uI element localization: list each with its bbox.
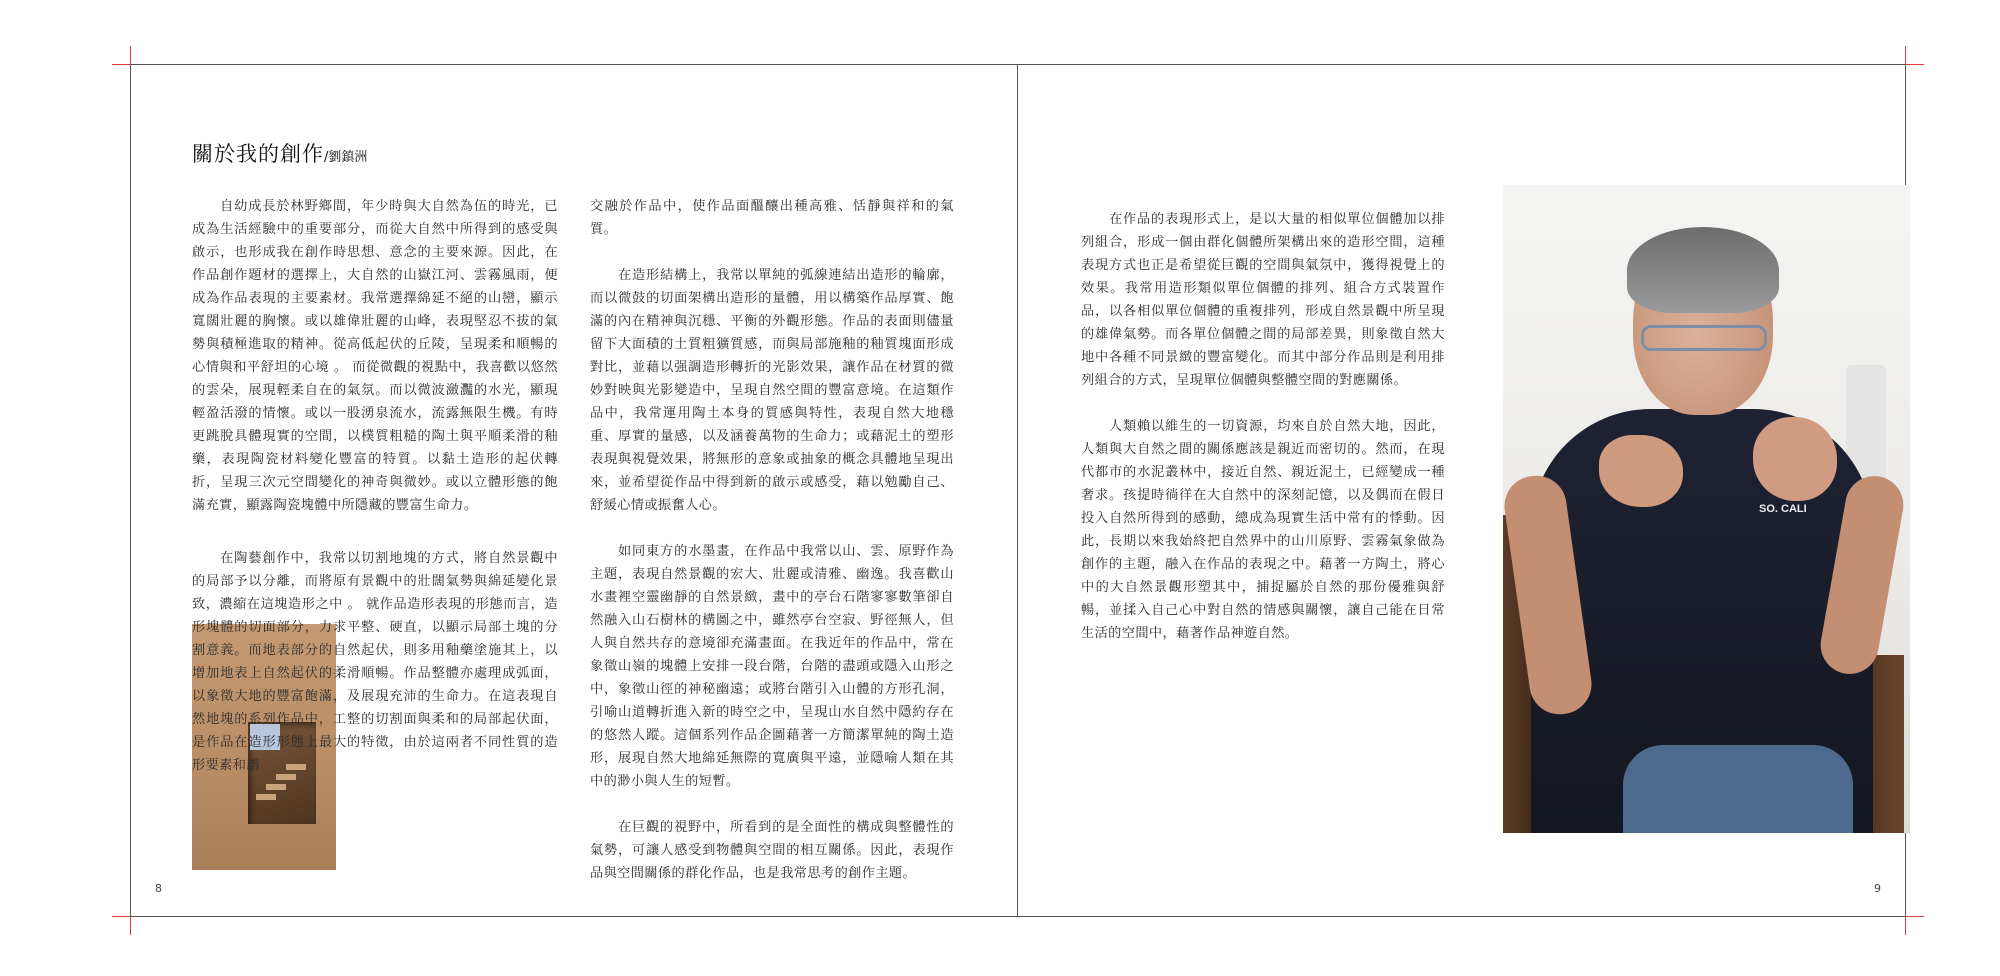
- glasses: [1641, 325, 1767, 351]
- crop-mark: [130, 46, 131, 64]
- page-number-right: 9: [1874, 882, 1881, 895]
- page-number-left: 8: [155, 882, 162, 895]
- left-column-2: [590, 195, 954, 885]
- crop-mark: [112, 64, 130, 65]
- page-top-border: [130, 64, 1906, 65]
- artwork-step: [266, 784, 286, 790]
- paragraph: 在造形結構上，我常以單純的弧線連結出造形的輪廓，而以微鼓的切面架構出造形的量體，用以構築作品厚實、飽滿的內在精神與沉穩、平衡的外觀形態。作品的表面則儘量留下大面積的土質粗獷質感，而與局部施釉的釉質塊面形成對比，並藉以强調造形轉折的光影效果，讓作品在材質的微妙對映與光影變造中，呈現自然空間的豐富意境。在這類作品中，我常運用陶土本身的質感與特性，表現自然大地穩重、厚實的量感，以及涵養萬物的生命力；或藉泥土的塑形表現與視覺效果，將無形的意象或抽象的概念具體地呈現出來，並希望從作品中得到新的啟示或感受，藉以勉勵自己、舒緩心情或振奮人心。: [590, 268, 954, 513]
- page-title: [192, 138, 367, 168]
- shirt-logo: SO. CALI: [1759, 503, 1807, 515]
- artwork-step: [256, 794, 276, 800]
- author-name: /劉鎮洲: [324, 150, 368, 165]
- paragraph: 在作品的表現形式上，是以大量的相似單位個體加以排列組合，形成一個由群化個體所架構出來的造形空間，這種表現方式也正是希望從巨觀的空間與氣氛中，獲得視覺上的效果。我常用造形類似單位個體的排列、組合方式裝置作品，以各相似單位個體的重複排列，形成自然景觀中所呈現的雄偉氣勢。而各單位個體之間的局部差異，則象徵自然大地中各種不同景緻的豐富變化。而其中部分作品則是利用排列組合的方式，呈現單位個體與整體空間的對應關係。: [1081, 212, 1445, 388]
- hair: [1627, 227, 1779, 313]
- crop-mark: [1905, 46, 1906, 64]
- crop-mark: [1906, 64, 1924, 65]
- left-column-1: [192, 195, 558, 517]
- paragraph: 交融於作品中，使作品面醞釀出種高雅、恬靜與祥和的氣質。: [590, 199, 954, 237]
- crop-mark: [112, 916, 130, 917]
- paragraph: 在巨觀的視野中，所看到的是全面性的構成與整體性的氣勢，可讓人感受到物體與空間的相互關係。因此，表現作品與空間關係的群化作品，也是我常思考的創作主題。: [590, 820, 954, 881]
- hand: [1753, 417, 1837, 501]
- jeans: [1623, 745, 1853, 833]
- artist-portrait-photo: [1503, 185, 1910, 833]
- hand: [1599, 435, 1683, 507]
- paragraph: 人類賴以維生的一切資源，均來自於自然大地，因此，人類與大自然之間的關係應該是親近而密切的。然而，在現代都市的水泥叢林中，接近自然、親近泥土，已經變成一種奢求。孩提時徜徉在大自然中的深刻記憶，以及偶而在假日投入自然所得到的感動，總成為現實生活中常有的悸動。因此，長期以來我始終把自然界中的山川原野、雲霧氣象做為創作的主題，融入在作品的表現之中。藉著一方陶土，將心中的大自然景觀形塑其中，捕捉屬於自然的那份優雅與舒暢，並揉入自己心中對自然的情感與關懷，讓自己能在日常生活的空間中，藉著作品神遊自然。: [1081, 419, 1445, 641]
- crop-mark: [1905, 917, 1906, 935]
- page-bottom-border: [130, 916, 1906, 917]
- paragraph: 如同東方的水墨畫，在作品中我常以山、雲、原野作為主題，表現自然景觀的宏大、壯麗或清雅、幽逸。我喜歡山水畫裡空靈幽靜的自然景緻，畫中的亭台石階寥寥數筆卻自然融入山石樹林的構圖之中，雖然亭台空寂、野徑無人，但人與自然共存的意境卻充滿畫面。在我近年的作品中，常在象徵山嶺的塊體上安排一段台階，台階的盡頭或隱入山形之中，象徵山徑的神秘幽遠；或將台階引入山體的方形孔洞，引喻山道轉折進入新的時空之中，呈現山水自然中隱約存在的悠然人蹤。這個系列作品企圖藉著一方簡潔單純的陶土造形，展現自然大地綿延無際的寬廣與平遠，並隱喻人類在其中的渺小與人生的短暫。: [590, 544, 954, 789]
- title-text: 關於我的創作: [192, 142, 324, 166]
- crop-mark: [1906, 916, 1924, 917]
- left-column-1-paragraph-2: [192, 547, 558, 777]
- page-left-border: [130, 64, 131, 917]
- paragraph: 在陶藝創作中，我常以切割地塊的方式，將自然景觀中的局部予以分離，而將原有景觀中的壯闊氣勢與綿延變化景致，濃縮在這塊造形之中 。 就作品造形表現的形態而言，造形塊體的切面部分，力求平整、硬直，以顯示局部土塊的分割意義。而地表部分的自然起伏，則多用釉藥塗施其上，以增加地表上自然起伏的柔滑順暢。作品整體亦處理成弧面，以象徵大地的豐富飽滿，及展現充沛的生命力。在這表現自然地塊的系列作品中，工整的切割面與柔和的局部起伏面，是作品在造形形態上最大的特徵，由於這兩者不同性質的造形要素和諧: [192, 551, 558, 773]
- spread-gutter: [1017, 64, 1018, 917]
- paragraph: 自幼成長於林野鄉間，年少時與大自然為伍的時光，已成為生活經驗中的重要部分，而從大自然中所得到的感受與啟示，也形成我在創作時思想、意念的主要來源。因此，在作品創作題材的選擇上，大自然的山嶽江河、雲霧風雨，便成為作品表現的主要素材。我常選擇綿延不絕的山巒，顯示寬闊壯麗的胸懷。或以雄偉壯麗的山峰，表現堅忍不拔的氣勢與積極進取的精神。從高低起伏的丘陵，呈現柔和順暢的心情與和平舒坦的心境 。 而從微觀的視點中，我喜歡以悠然的雲朵，展現輕柔自在的氣氛。而以微波瀲灩的水光，顯現輕盈活潑的情懷。或以一股湧泉流水，流露無限生機。有時更跳脫具體現實的空間，以樸質粗糙的陶土與平順柔滑的釉藥，表現陶瓷材料變化豐富的特質。以黏土造形的起伏轉折，呈現三次元空間變化的神奇與微妙。或以立體形態的飽滿充實，顯露陶瓷塊體中所隱藏的豐富生命力。: [192, 199, 558, 513]
- right-column-1: [1081, 208, 1445, 645]
- crop-mark: [130, 917, 131, 935]
